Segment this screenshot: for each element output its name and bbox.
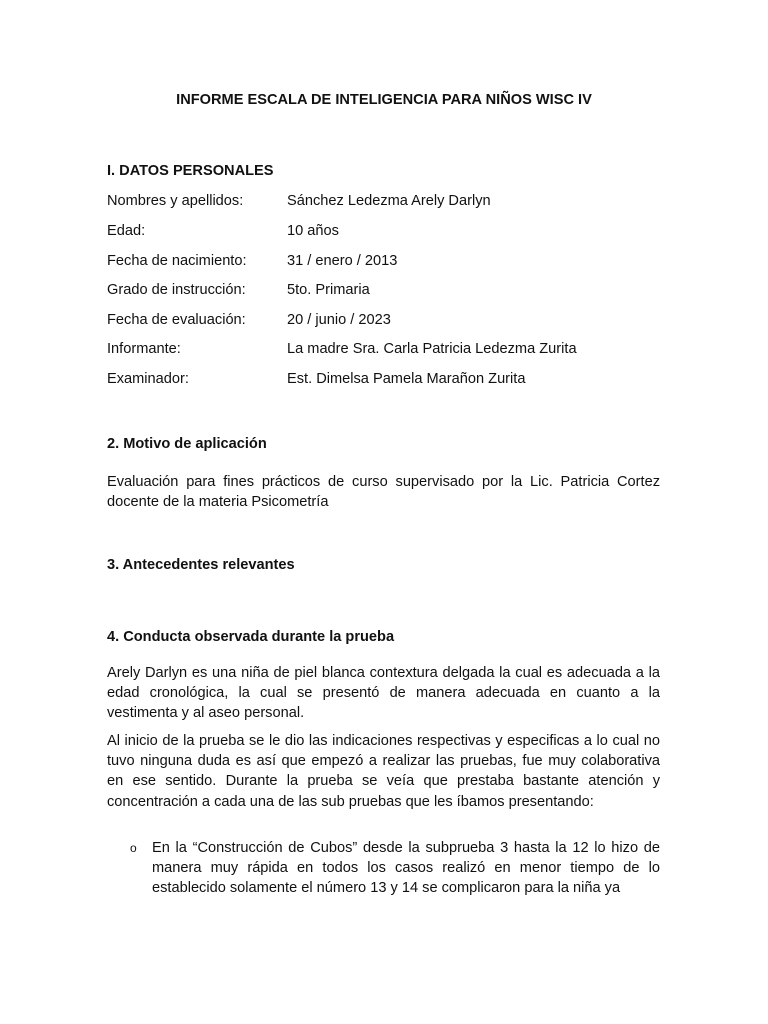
section1-heading: I. DATOS PERSONALES: [107, 163, 274, 179]
field-label: Nombres y apellidos:: [107, 193, 244, 209]
field-value: 20 / junio / 2023: [287, 312, 391, 328]
field-row-fecha-nacimiento: [107, 253, 667, 273]
field-row-grado: [107, 282, 667, 302]
field-value: 10 años: [287, 223, 339, 239]
field-row-examinador: [107, 371, 667, 391]
section2-heading: 2. Motivo de aplicación: [107, 436, 267, 452]
field-row-edad: [107, 223, 667, 243]
field-value: La madre Sra. Carla Patricia Ledezma Zurita: [287, 341, 577, 357]
field-row-informante: [107, 341, 667, 361]
section3-heading: 3. Antecedentes relevantes: [107, 557, 295, 573]
field-label: Examinador:: [107, 371, 189, 387]
section4-paragraph-1: Arely Darlyn es una niña de piel blanca contextura delgada la cual es adecuada a la edad cronológica, la cual se presentó de manera adecuada en cuanto a la vestimenta y al aseo personal.: [107, 665, 660, 722]
field-row-fecha-evaluacion: [107, 312, 667, 332]
document-title: INFORME ESCALA DE INTELIGENCIA PARA NIÑOS WISC IV: [176, 92, 592, 108]
field-value: Sánchez Ledezma Arely Darlyn: [287, 193, 491, 209]
section4-heading: 4. Conducta observada durante la prueba: [107, 629, 395, 645]
field-label: Edad:: [107, 223, 146, 239]
field-value: Est. Dimelsa Pamela Marañon Zurita: [287, 371, 526, 387]
field-value: 31 / enero / 2013: [287, 253, 398, 269]
section2-text: Evaluación para fines prácticos de curso supervisado por la Lic. Patricia Cortez docente de la materia Psicometría: [107, 474, 660, 511]
field-label: Fecha de nacimiento:: [107, 253, 247, 269]
bullet-marker: o: [130, 841, 137, 855]
section4-paragraph-2: Al inicio de la prueba se le dio las indicaciones respectivas y especificas a lo cual no tuvo ninguna duda es así que empezó a realizar las pruebas, fue muy colaborativa en ese sentido. Durante la prueba se veía que prestaba bastante atención y concentración a cada una de las sub pruebas que les íbamos presentando:: [107, 733, 660, 810]
field-label: Informante:: [107, 341, 181, 357]
field-row-nombres: [107, 193, 667, 213]
field-label: Fecha de evaluación:: [107, 312, 246, 328]
field-value: 5to. Primaria: [287, 282, 370, 298]
bullet-text: En la “Construcción de Cubos” desde la subprueba 3 hasta la 12 lo hizo de manera muy rápida en todos los casos realizó en menor tiempo de lo establecido solamente el número 13 y 14 se complicaron para la niña ya: [152, 840, 660, 897]
field-label: Grado de instrucción:: [107, 282, 246, 298]
